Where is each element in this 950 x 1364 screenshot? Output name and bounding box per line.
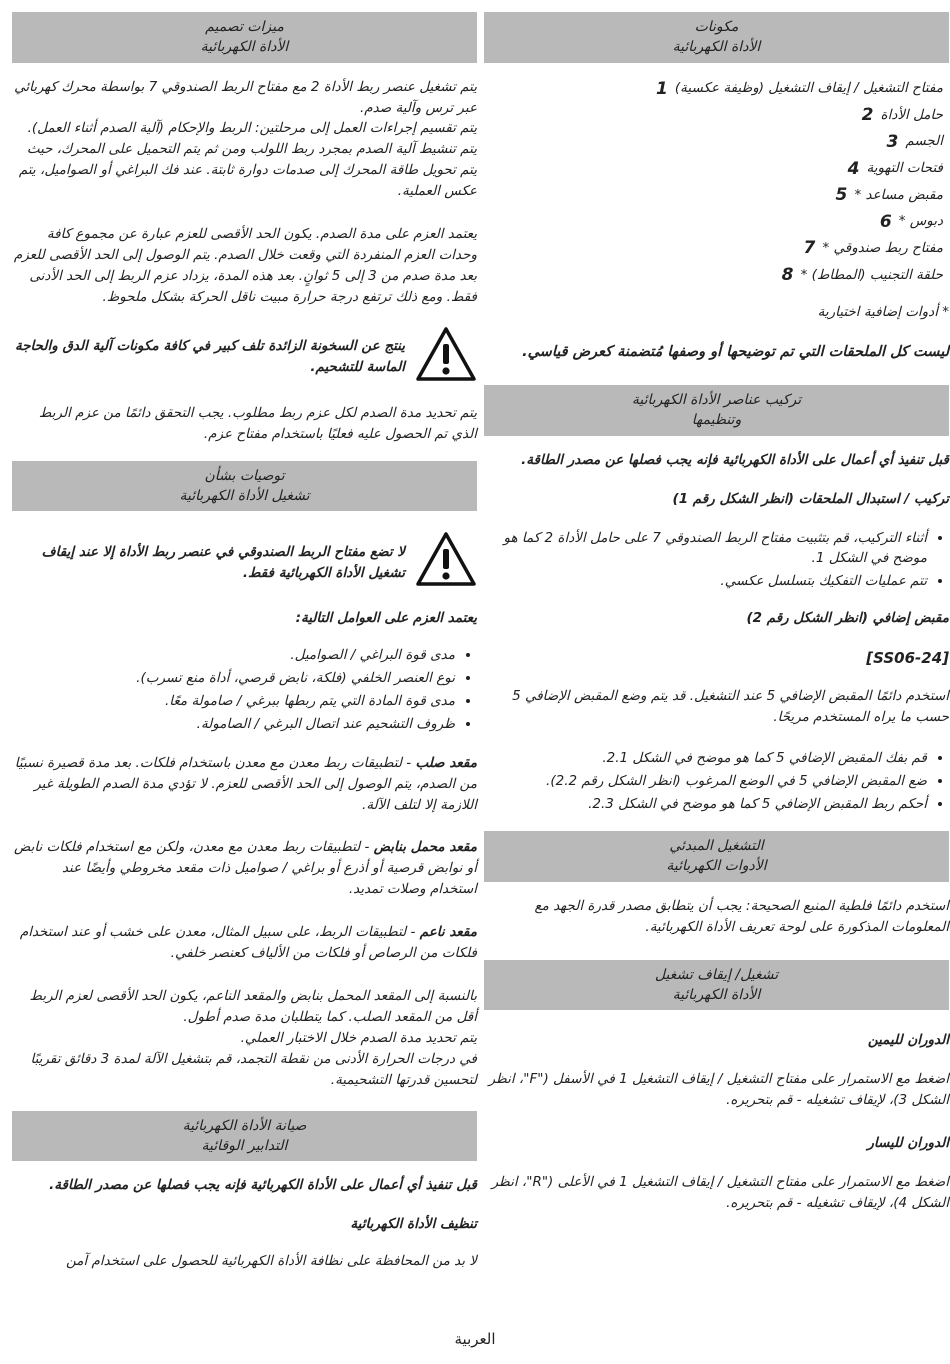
- warning-triangle-icon: [415, 531, 477, 594]
- list-item: • أثناء التركيب، قم بتثبيت مفتاح الربط الصندوقي 7 على حامل الأداة 2 كما هو موضح في الشكل 1.: [484, 528, 927, 570]
- startup-header-line2: الأدوات الكهربائية: [666, 858, 767, 875]
- startup-header: [484, 831, 949, 882]
- soft-seat-text: - لتطبيقات الربط، على سبيل المثال، معدن على خشب أو عند استخدام فلكات من الرصاص أو فلكات من الألياف كعنصر خلفي.: [19, 924, 477, 962]
- components-header: [484, 12, 949, 63]
- component-item: مقبض مساعد * 5: [835, 185, 943, 206]
- warning-triangle-icon: [415, 326, 477, 389]
- maintenance-header-line2: التدابير الوقائية: [201, 1137, 288, 1154]
- soft-seat-term: مقعد ناعم: [419, 924, 477, 941]
- assembly-header-line1: تركيب عناصر الأداة الكهربائية: [631, 392, 802, 409]
- startup-text: استخدم دائمًا فلطية المنبع الصحيحة: يجب أن يتطابق مصدر قدرة الجهد مع المعلومات المذكورة على لوحة تعريف الأداة الكهربائية.: [534, 897, 949, 935]
- aux-text: استخدم دائمًا المقبض الإضافي 5 عند التشغيل. قد يتم وضع المقبض الإضافي 5 حسب ما يراه المستخدم مريحًا.: [512, 688, 949, 726]
- factors-list: [12, 645, 477, 735]
- onoff-header: [484, 960, 949, 1011]
- right-rotation-text: اضغط مع الاستمرار على مفتاح التشغيل / إيقاف التشغيل 1 في الأسفل ("F"، انظر الشكل 3)، لإيقاف تشغيله - قم بتحريره.: [488, 1071, 949, 1108]
- spring-seat-paragraph: [12, 837, 477, 900]
- assembly-warning: قبل تنفيذ أي أعمال على الأداة الكهربائية فإنه يجب فصلها عن مصدر الطاقة.: [521, 451, 949, 468]
- design-header: [12, 12, 477, 63]
- factors-title: يعتمد العزم على العوامل التالية:: [295, 610, 477, 627]
- aux-list: [484, 748, 949, 815]
- maintenance-warning: قبل تنفيذ أي أعمال على الأداة الكهربائية فإنه يجب فصلها عن مصدر الطاقة.: [49, 1177, 477, 1194]
- startup-header-line1: التشغيل المبدئي: [669, 838, 764, 855]
- list-item: • تتم عمليات التفكيك بتسلسل عكسي.: [484, 571, 927, 592]
- left-column: [12, 12, 477, 1284]
- list-item: • قم بفك المقبض الإضافي 5 كما هو موضح في الشكل 2.1.: [484, 748, 927, 769]
- list-item: • مدى قوة البراغي / الصواميل.: [12, 645, 455, 666]
- seat-paragraph-2: يتم تحديد مدة الصدم خلال الاختبار العملي.: [240, 1029, 477, 1046]
- design-paragraph-1: يتم تشغيل عنصر ربط الأداة 2 مع مفتاح الربط الصندوقي 7 بواسطة محرك كهربائي عبر ترس وآلية صدم.: [14, 78, 477, 116]
- design-header-line1: ميزات تصميم: [205, 19, 284, 35]
- mount-title: تركيب / استبدال الملحقات (انظر الشكل رقم 1): [672, 490, 949, 507]
- cleaning-title: تنظيف الأداة الكهربائية: [350, 1216, 477, 1233]
- design-paragraph-2: يتم تقسيم إجراءات العمل إلى مرحلتين: الربط والإحكام (آلية الصدم أثناء العمل). يتم تنشيط آلية الصدم بمجرد ربط اللولب ومن ثم يتم التحميل على المحرك، حيث يتم تحويل طاقة المحرك إلى صدمات دوارة ثابتة. عند فك البراغي أو الصواميل، يتم عكس العملية.: [18, 120, 477, 200]
- model-code: [SS06-24]: [866, 649, 949, 668]
- list-item: • ضع المقبض الإضافي 5 في الوضع المرغوب (انظر الشكل رقم 2.2).: [484, 771, 927, 792]
- maintenance-header: [12, 1111, 477, 1162]
- hard-seat-text: - لتطبيقات ربط معدن مع معدن باستخدام فلكات. بعد مدة قصيرة نسبيًا من الصدم، يتم الوصول إلى الحد الأقصى للعزم. لا تؤدي مدة الصدم الطويلة غير اللازمة إلا لتلف الآلة.: [14, 754, 477, 813]
- recommendations-header: [12, 461, 477, 512]
- heat-warning-text: ينتج عن السخونة الزائدة تلف كبير في كافة مكونات آلية الدق والحاجة الماسة للتشحيم.: [14, 338, 405, 376]
- component-item: مفتاح ربط صندوقي * 7: [803, 238, 943, 259]
- assembly-header: [484, 385, 949, 436]
- design-paragraph-3: يعتمد العزم على مدة الصدم. يكون الحد الأقصى للعزم عبارة عن مجموع كافة وحدات العزم المنفردة التي وقعت خلال الصدم. يتم الوصول إلى الحد الأقصى للعزم بعد مدة صدم من 3 إلى 5 ثوانٍ. بعد هذه المدة، يزداد عزم الربط إلى الحد الأدنى فقط. ومع ذلك ترتفع درجة حرارة مبيت ناقل الحركة بشكل ملحوظ.: [13, 226, 477, 305]
- components-header-line2: الأداة الكهربائية: [672, 39, 761, 56]
- spring-seat-text: - لتطبيقات ربط معدن مع معدن، ولكن مع استخدام فلكات نابض أو نوابض قرصية أو أذرع أو براغي / صواميل ذات مقعد مخروطي وأيضًا عند استخدام وصلات تمديد.: [14, 839, 477, 898]
- right-rotation-title: الدوران لليمين: [867, 1032, 949, 1049]
- cleaning-text: لا بد من المحافظة على نظافة الأداة الكهربائية للحصول على استخدام آمن: [65, 1253, 477, 1270]
- hard-seat-paragraph: [12, 753, 477, 816]
- left-rotation-title: الدوران لليسار: [867, 1134, 949, 1151]
- seat-paragraph-3: في درجات الحرارة الأدنى من نقطة التجمد، قم بتشغيل الآلة لمدة 3 دقائق تقريبًا لتحسين قدرتها التشحيمية.: [30, 1050, 477, 1088]
- recommendations-header-line2: تشغيل الأداة الكهربائية: [179, 487, 310, 504]
- components-list: [484, 77, 949, 288]
- component-item: دبوس * 6: [879, 211, 943, 232]
- assembly-header-line2: وتنظيمها: [691, 412, 742, 429]
- heat-warning-block: [12, 326, 477, 389]
- component-item: حلقة التجنيب (المطاط) * 8: [781, 265, 943, 286]
- list-item: • أحكم ربط المقبض الإضافي 5 كما هو موضح في الشكل 2.3.: [484, 794, 927, 815]
- component-item: حامل الأداة 2: [861, 105, 943, 126]
- design-paragraph-4: يتم تحديد مدة الصدم لكل عزم ربط مطلوب. يجب التحقق دائمًا من عزم الربط الذي تم الحصول عليه فعليًا باستخدام مفتاح عزم.: [38, 404, 477, 442]
- seat-paragraph-1: بالنسبة إلى المقعد المحمل بنابض والمقعد الناعم، يكون الحد الأقصى لعزم الربط أقل من المقعد الصلب. كما يتطلبان مدة صدم أطول.: [29, 988, 477, 1025]
- socket-warning-block: [12, 531, 477, 594]
- optional-note: * أدوات إضافية اختيارية: [817, 303, 949, 320]
- socket-warning-text: لا تضع مفتاح الربط الصندوقي في عنصر ربط الأداة إلا عند إيقاف تشغيل الأداة الكهربائية فقط.: [41, 543, 405, 581]
- soft-seat-paragraph: [12, 922, 477, 964]
- onoff-header-line2: الأداة الكهربائية: [672, 986, 761, 1003]
- accessories-note: ليست كل الملحقات التي تم توضيحها أو وصفها مُتضمنة كعرض قياسي.: [522, 343, 949, 360]
- mount-list: [484, 528, 949, 593]
- component-item: مفتاح التشغيل / إيقاف التشغيل (وظيفة عكسية) 1: [655, 78, 943, 99]
- aux-title: مقبض إضافي (انظر الشكل رقم 2): [746, 610, 949, 627]
- list-item: • مدى قوة المادة التي يتم ربطها ببرغي / صامولة معًا.: [12, 691, 455, 712]
- page-footer-language: العربية: [454, 1330, 496, 1348]
- right-column: [484, 12, 949, 1226]
- list-item: • نوع العنصر الخلفي (فلكة، نابض قرصي، أداة منع تسرب).: [12, 668, 455, 689]
- maintenance-header-line1: صيانة الأداة الكهربائية: [182, 1117, 307, 1134]
- component-item: فتحات التهوية 4: [847, 158, 943, 179]
- design-header-line2: الأداة الكهربائية: [200, 39, 289, 56]
- list-item: • ظروف التشحيم عند اتصال البرغي / الصامولة.: [12, 714, 455, 735]
- hard-seat-term: مقعد صلب: [415, 754, 477, 771]
- component-item: الجسم 3: [886, 131, 943, 152]
- onoff-header-line1: تشغيل/ إيقاف تشغيل: [654, 966, 779, 983]
- spring-seat-term: مقعد محمل بنابض: [373, 839, 477, 856]
- left-rotation-text: اضغط مع الاستمرار على مفتاح التشغيل / إيقاف التشغيل 1 في الأعلى ("R"، انظر الشكل 4)، لإيقاف تشغيله - قم بتحريره.: [491, 1173, 949, 1211]
- recommendations-header-line1: توصيات بشأن: [204, 467, 285, 484]
- components-header-line1: مكونات: [694, 19, 739, 35]
